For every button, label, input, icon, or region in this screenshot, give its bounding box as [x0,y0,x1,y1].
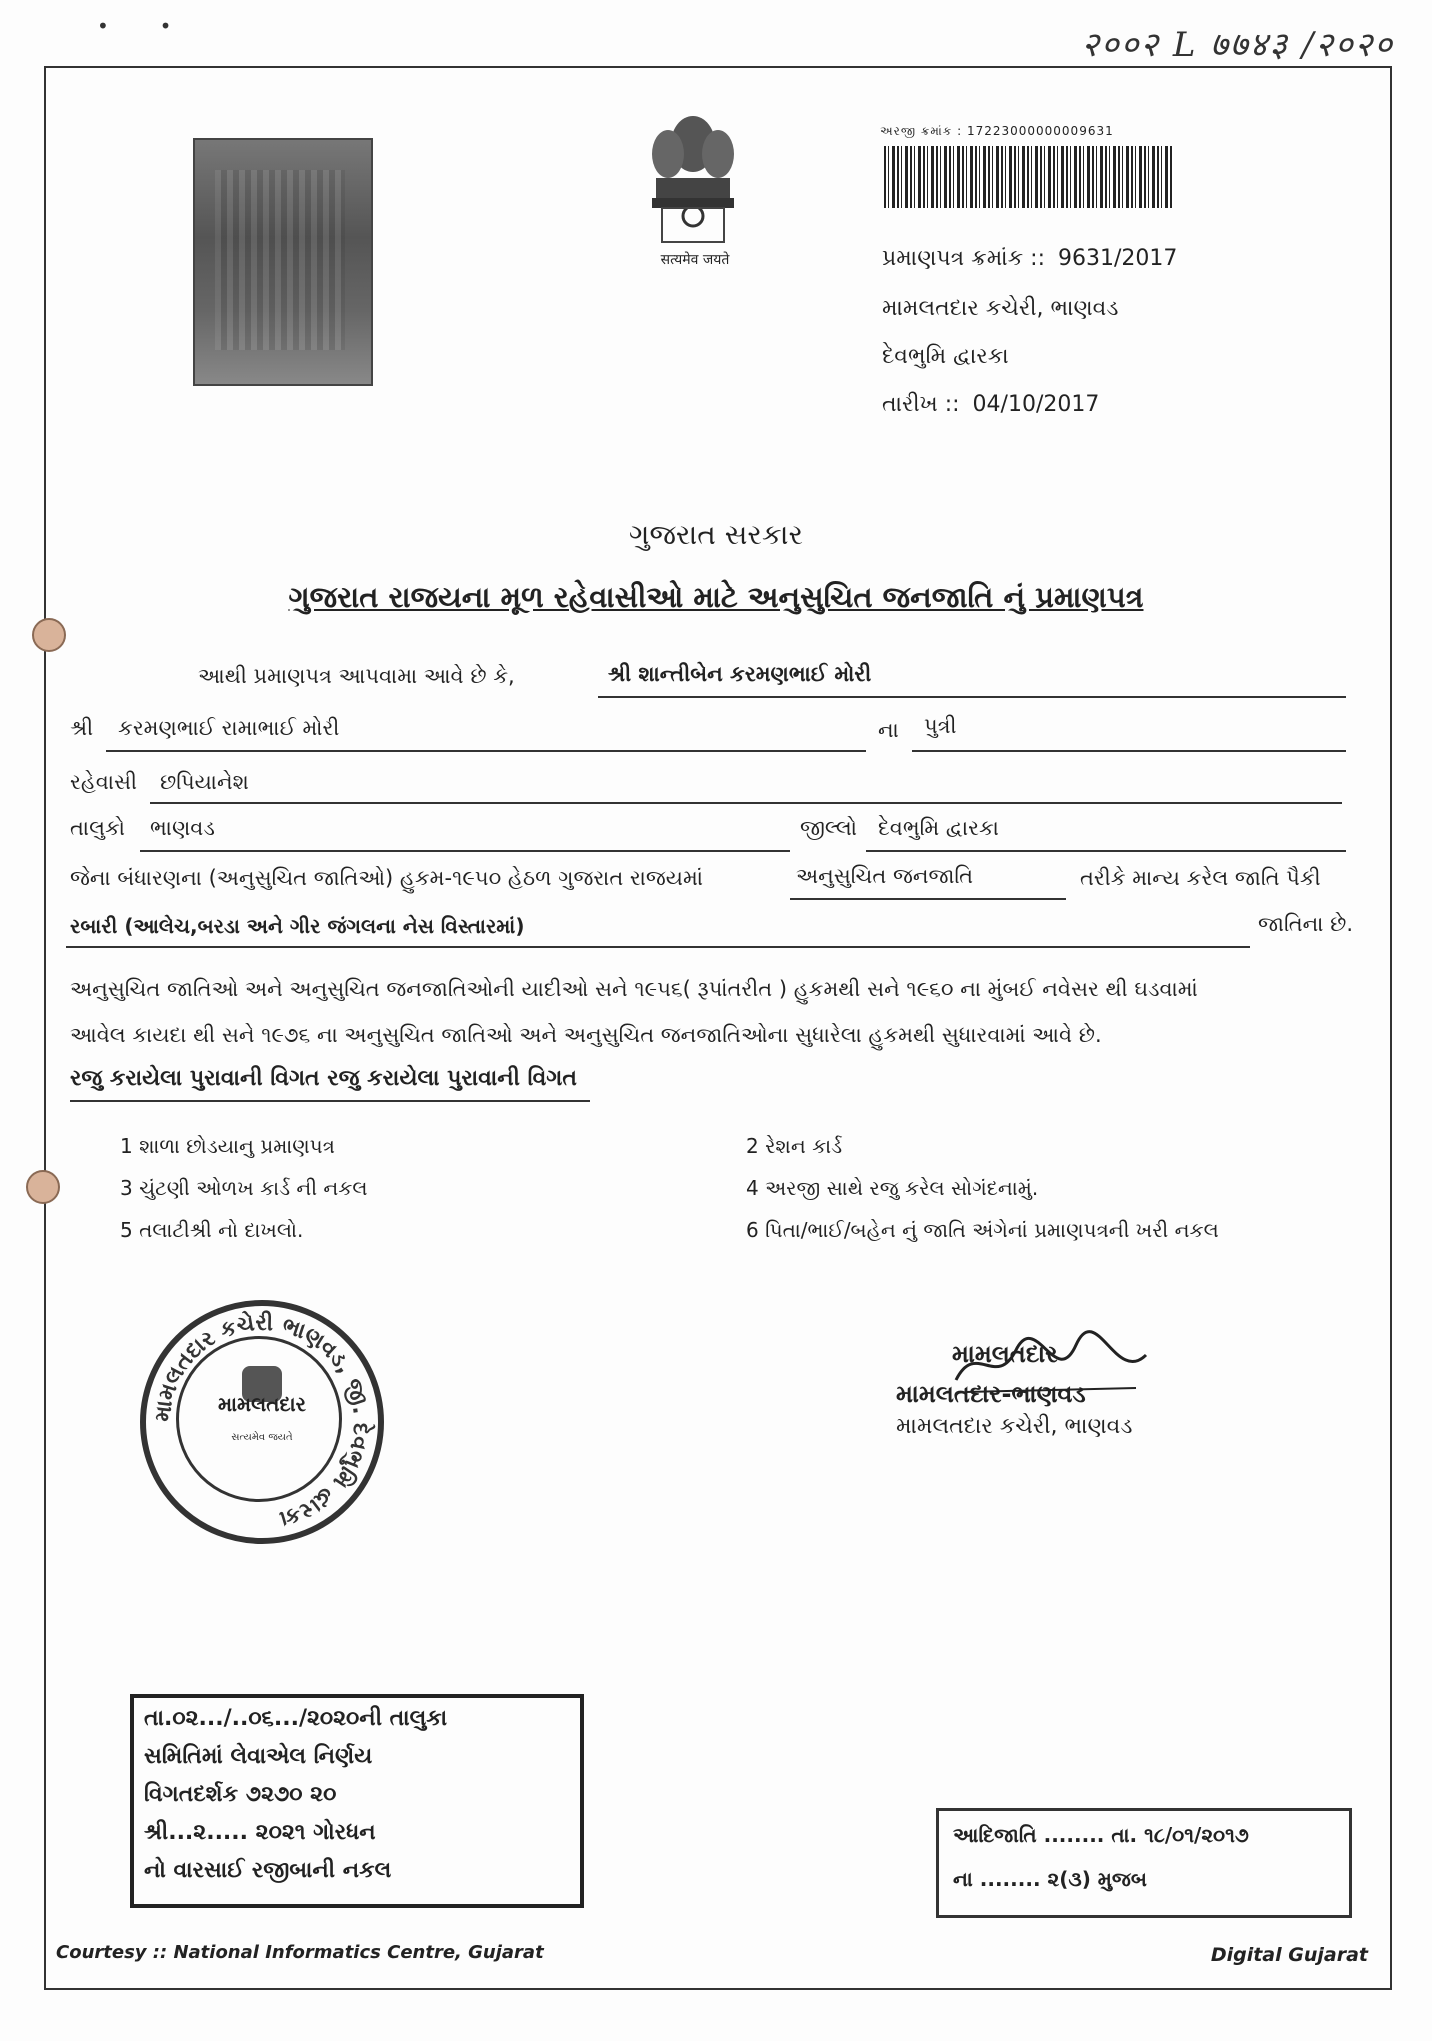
seal-center-text: મામલતદાર [218,1392,306,1416]
resident-label: રહેવાસી [70,770,138,794]
caste-line [66,946,1250,948]
certificate-number-label: પ્રમાણપત્ર ક્રમાંક :: [882,246,1045,271]
stamp-line-4: શ્રી...૨..... ૨૦૨૧ ગોરધન [144,1820,376,1845]
district-line [866,850,1346,852]
holder-name: શ્રી શાન્તીબેન કરમણભાઈ મોરી [608,662,872,686]
resident-line [150,802,1342,804]
issue-date-label: તારીખ :: [882,392,960,417]
handwritten-reference: २००२ L ७७४३ /२०२० [1081,25,1394,65]
paragraph-line-1: અનુસુચિત જાતિઓ અને અનુસુચિત જનજાતિઓની યાદીઓ સને ૧૯૫૬( રૂપાંતરીત ) હુકમથી સને ૧૯૬૦ ના મુંબઈ નવેસર થી ઘડવામાં [70,977,1198,1001]
tribal-stamp [936,1808,1352,1918]
document-item: 3 ચુંટણી ઓળખ કાર્ડ ની નકલ [120,1176,368,1200]
resident: છપિયાનેશ [160,770,249,794]
category-line [790,898,1066,900]
issue-date: 04/10/2017 [972,392,1100,417]
header-district: દેવભુમિ દ્વારકા [882,344,1009,369]
document-item: 2 રેશન કાર્ડ [746,1134,843,1158]
government-title: ગુજરાત સરકાર [629,518,803,551]
tribal-stamp-line-1: આદિજાતિ ........ તા. ૧૮/૦૧/૨૦૧૭ [953,1823,1249,1847]
office-seal [140,1300,384,1544]
stamp-line-1: તા.૦૨.../..૦૬.../૨૦૨૦ની તાલુકા [144,1706,448,1731]
shri-label: શ્રી [70,716,94,740]
paragraph-line-2: આવેલ કાયદા થી સને ૧૯૭૬ ના અનુસુચિત જાતિઓ અને અનુસુચિત જનજાતિઓના સુધારેલા હુકમથી સુધારવામાં આવે છે. [70,1023,1102,1047]
certificate-title: ગુજરાત રાજયના મૂળ રહેવાસીઓ માટે અનુસુચિત જનજાતિ નું પ્રમાણપત્ર [288,580,1144,614]
holder-name-line [598,696,1346,698]
stamp-line-5: નો વારસાઈ રજીબાની નકલ [144,1858,392,1883]
applicant-photo [193,138,373,386]
punch-hole [26,1170,60,1204]
taluka-label: તાલુકો [70,816,126,840]
svg-text:મામલતદાર કચેરી ભાણવડ, જી. દેવભ: મામલતદાર કચેરી ભાણવડ, જી. દેવભુમિ દ્વારકા [150,1310,374,1532]
signature-title: મામલતદાર [952,1340,1058,1368]
signatory-office: મામલતદાર કચેરી, ભાણવડ [896,1414,1133,1439]
relation-line [912,750,1346,752]
document-item: 1 શાળા છોડયાનુ પ્રમાણપત્ર [120,1134,335,1158]
footer-brand: Digital Gujarat [1210,1944,1368,1966]
certificate-number: 9631/2017 [1058,246,1178,271]
recognized-text: તરીકે માન્ય કરેલ જાતિ પૈકી [1080,866,1321,890]
stamp-line-3: વિગતદર્શક ૭૨૭૦ ૨૦ [144,1782,337,1807]
document-item: 4 અરજી સાથે રજુ કરેલ સોગંદનામું. [746,1176,1039,1200]
document-item: 5 તલાટીશ્રી નો દાખલો. [120,1218,304,1242]
stamp-line-2: સમિતિમાં લેવાએલ નિર્ણય [144,1744,373,1769]
barcode-label: અરજી ક્રમાંક : 17223000000009631 [880,124,1114,138]
caste-suffix: જાતિના છે. [1258,912,1353,936]
relation: પુત્રી [924,714,957,738]
caste: રબારી (આલેચ,બરડા અને ગીર જંગલના નેસ વિસ્તારમાં) [70,914,525,938]
district: દેવભુમિ દ્વારકા [878,816,999,840]
committee-stamp [130,1694,584,1908]
father-name-line [106,750,866,752]
seal-motto: સત્યમેવ જયતે [231,1432,293,1443]
barcode [884,146,1174,208]
taluka: ભાણવડ [150,816,215,840]
margin-dots: • • [97,14,172,38]
certificate-number-row [882,246,1177,271]
footer-courtesy: Courtesy :: National Informatics Centre, Gujarat [56,1942,544,1963]
na-label: ના [878,718,899,742]
district-label: જીલ્લો [800,816,857,840]
issuing-office: મામલતદાર કચેરી, ભાણવડ [882,296,1119,321]
signatory-designation: મામલતદાર-ભાણવડ [896,1380,1086,1408]
legal-paragraph [70,966,1370,1058]
seal-inner-ring [176,1336,342,1502]
national-emblem-icon [638,104,748,264]
documents-heading-underline [70,1100,590,1102]
document-item: 6 પિતા/ભાઈ/બહેન નું જાતિ અંગેનાં પ્રમાણપત્રની ખરી નકલ [746,1218,1219,1242]
father-name: કરમણભાઈ રામાભાઈ મોરી [118,716,340,740]
documents-heading: રજુ કરાયેલા પુરાવાની વિગત રજુ કરાયેલા પુરાવાની વિગત [70,1066,577,1091]
taluka-line [140,850,790,852]
tribal-stamp-line-2: ના ........ ૨(૩) મુજબ [953,1867,1147,1891]
category: અનુસુચિત જનજાતિ [796,864,974,888]
issue-date-row [882,392,1099,417]
punch-hole [32,618,66,652]
intro-label: આથી પ્રમાણપત્ર આપવામા આવે છે કે, [198,664,515,688]
order-text: જેના બંધારણના (અનુસુચિત જાતિઓ) હુકમ-૧૯૫૦ હેઠળ ગુજરાત રાજયમાં [70,866,703,890]
emblem-motto: सत्यमेव जयते [660,252,730,268]
